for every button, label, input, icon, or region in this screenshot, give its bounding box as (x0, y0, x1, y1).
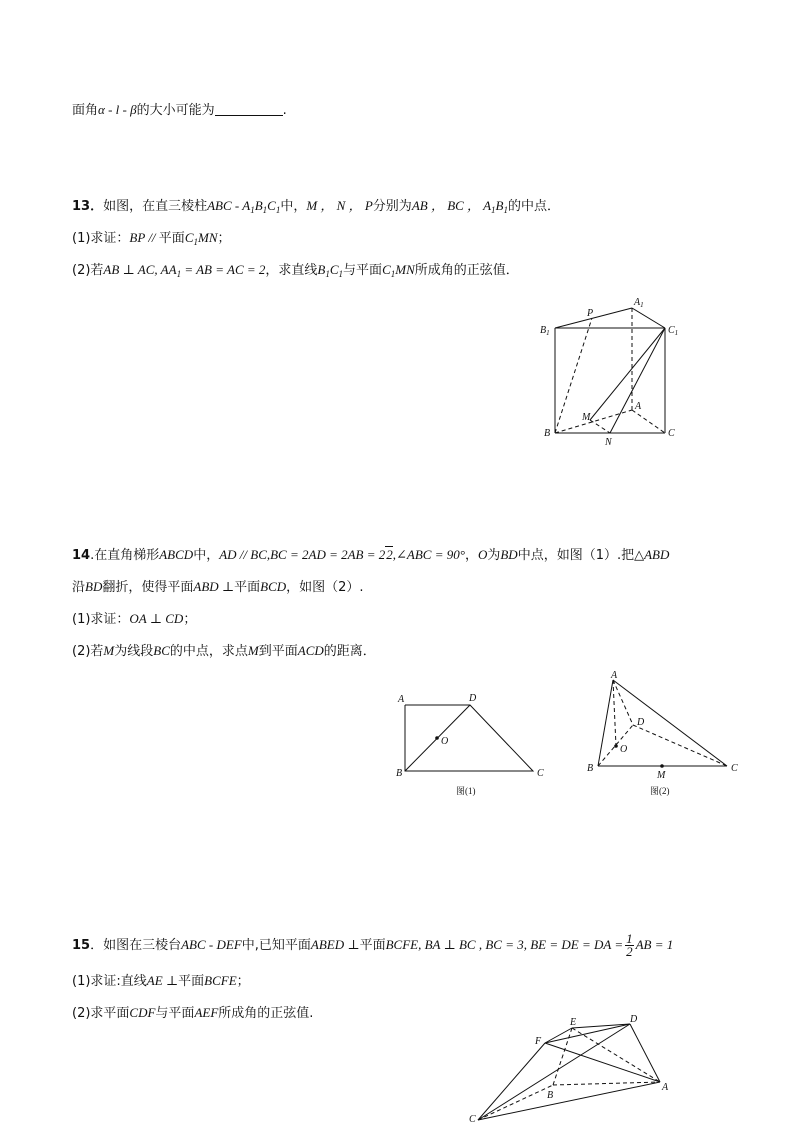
label-d: D (630, 1014, 638, 1025)
frac-den: 2 (626, 944, 633, 959)
math-dihedral: α - l - β (98, 102, 137, 117)
q13-part2 (72, 261, 519, 283)
caption-fig2: 图(2) (650, 786, 670, 796)
math: AB = 1 (635, 937, 674, 952)
text: ，如图（2）. (286, 580, 364, 595)
text: 平面 (178, 974, 205, 989)
math: ABC - A (207, 198, 251, 213)
math: BC (153, 643, 170, 658)
label-b: B (547, 1090, 554, 1101)
prism-figure (530, 295, 690, 450)
q14-stem-2 (72, 578, 364, 597)
edge-ac (613, 680, 727, 766)
point-o (614, 744, 618, 748)
label-m: M (657, 770, 666, 781)
label-c: C (731, 763, 738, 774)
segment-mn (590, 420, 610, 433)
label-a: A (611, 670, 618, 681)
label-b: B (587, 763, 594, 774)
label-n: N (605, 437, 612, 448)
text: 与平面 (343, 263, 383, 278)
text: 所成角的正弦值. (218, 1006, 314, 1021)
text: 中， (193, 548, 220, 563)
label-a1: $A_1$ (634, 297, 644, 309)
label-c: C (537, 768, 544, 779)
text: 平面 (234, 580, 261, 595)
tetrahedron-figure-2 (582, 668, 742, 800)
answer-blank (215, 103, 283, 116)
math: B (317, 262, 326, 277)
math-sub: 1 (325, 269, 330, 279)
math-sub: 1 (176, 269, 182, 279)
math: C (184, 230, 194, 245)
math: OA ⊥ CD (129, 611, 184, 626)
edge-c1n (610, 328, 665, 433)
text: 所成角的正弦值． (414, 263, 519, 278)
q14-stem-1 (72, 546, 669, 565)
edge-ac-hidden (632, 410, 665, 433)
label-b: B (544, 428, 551, 439)
math: AD // BC,BC = 2AD = 2AB = 2 (219, 547, 386, 562)
math: ABD (644, 547, 670, 562)
text: ； (217, 231, 231, 246)
math: ABD ⊥ (193, 579, 235, 594)
q15-part1 (72, 972, 250, 991)
text: 平面 (158, 231, 185, 246)
math: MN (395, 262, 415, 277)
question-number: 15 (72, 938, 91, 953)
math: BCD (260, 579, 287, 594)
math: , BA ⊥ BC , BC = 3, BE = DE = DA = (418, 937, 624, 952)
trapezoid-figure-1 (390, 690, 550, 800)
math: ABED ⊥ (310, 937, 360, 952)
label-b: B (396, 768, 403, 779)
math: C (267, 198, 276, 213)
label-m: M (582, 412, 591, 423)
text: 如图，在直三棱柱 (103, 199, 208, 214)
math-sub: 1 (275, 205, 281, 215)
q12-tail-line (72, 101, 287, 120)
q13-part1 (72, 229, 231, 251)
math-sub: 1 (338, 269, 344, 279)
label-f: F (535, 1036, 542, 1047)
text: ，求直线 (265, 263, 318, 278)
q14-part1 (72, 610, 196, 629)
label-a: A (662, 1082, 669, 1093)
math: BP // (129, 230, 159, 245)
q15-part2 (72, 1004, 313, 1023)
math: ABCD (159, 547, 194, 562)
text: (2)若 (72, 263, 104, 278)
label-c1: $C_1$ (668, 325, 679, 337)
label-c: C (469, 1114, 476, 1123)
math: M (103, 643, 115, 658)
frustum-figure (460, 1010, 680, 1123)
text: (1)求证： (72, 612, 130, 627)
text: 为线段 (114, 644, 154, 659)
edge-cb-hidden (478, 1085, 553, 1120)
q15-stem (72, 933, 673, 958)
point-m (660, 764, 664, 768)
text: 分别为 (372, 199, 412, 214)
math: = AB = AC = 2 (181, 262, 266, 277)
fraction-half (625, 933, 634, 958)
text: (1)求证:直线 (72, 974, 147, 989)
label-o: O (441, 736, 449, 747)
text: 面角 (72, 103, 99, 118)
math-sqrt: 2 (386, 547, 393, 562)
math: BCFE (385, 937, 419, 952)
edge-ba-hidden (553, 1082, 660, 1085)
text: . (282, 103, 287, 118)
math: AE ⊥ (146, 973, 179, 988)
text: .在直角梯形 (90, 548, 160, 563)
text: 的中点，求点 (169, 644, 248, 659)
text: 的大小可能为 (136, 103, 215, 118)
math: O (477, 547, 488, 562)
text: 沿 (72, 580, 86, 595)
math: C (329, 262, 339, 277)
text: 中,已知平面 (241, 938, 311, 953)
math: BCFE (204, 973, 237, 988)
text: 到平面 (258, 644, 298, 659)
text: (2)若 (72, 644, 104, 659)
edge-ab (598, 680, 613, 766)
text: ， (464, 548, 478, 563)
label-p: P (587, 308, 594, 319)
label-a: A (635, 401, 642, 412)
text: (2)求平面 (72, 1006, 130, 1021)
math: C (382, 262, 391, 277)
text: ．如图在三棱台 (90, 938, 182, 953)
math: AB ， BC ， A (411, 198, 492, 213)
question-number: 14 (72, 548, 91, 563)
math-sub: 1 (491, 205, 496, 215)
text: 的中点． (507, 199, 560, 214)
edge-ca (478, 1082, 660, 1120)
frac-num: 1 (626, 931, 633, 946)
text: ； (236, 974, 250, 989)
math: AB ⊥ AC, AA (103, 262, 177, 277)
caption-fig1: 图(1) (456, 786, 476, 796)
math-sub: 1 (250, 205, 255, 215)
math: BD (500, 547, 518, 562)
label-d: D (469, 693, 477, 704)
segment-ao-hidden (613, 680, 616, 746)
label-a: A (398, 694, 405, 705)
text: (1)求证： (72, 231, 130, 246)
math: MN (197, 230, 218, 245)
trapezoid-outline (405, 705, 533, 771)
text: ； (183, 612, 197, 627)
segment-ea-hidden (572, 1028, 660, 1082)
math-sub: 1 (503, 205, 508, 215)
text: 的距离． (323, 644, 376, 659)
q13-stem (72, 197, 560, 219)
edge-fe (545, 1028, 572, 1043)
edge-c1m (590, 328, 665, 420)
label-e: E (570, 1017, 577, 1028)
text: 翻折，使得平面 (102, 580, 194, 595)
math: M ， N ， P (306, 198, 373, 213)
math: BD (85, 579, 103, 594)
edge-b1a1 (555, 308, 632, 328)
q14-part2 (72, 642, 376, 661)
math: M (247, 643, 259, 658)
math: AEF (194, 1005, 219, 1020)
math-sub: 1 (262, 205, 268, 215)
label-c: C (668, 428, 675, 439)
text: 中， (280, 199, 307, 214)
math: B (254, 198, 263, 213)
edge-a1c1 (632, 308, 665, 328)
text: 与平面 (155, 1006, 195, 1021)
math-sub: 1 (193, 237, 198, 247)
math: ABC - DEF (181, 937, 242, 952)
question-number: 13． (72, 199, 104, 214)
math-sub: 1 (390, 269, 396, 279)
text: 为 (487, 548, 501, 563)
text: 中点，如图（1）.把△ (517, 548, 645, 563)
label-b1: $B_1$ (540, 325, 550, 337)
math: ACD (297, 643, 324, 658)
text: 平面 (359, 938, 386, 953)
math: ,∠ABC = 90° (392, 547, 465, 562)
math: CDF (129, 1005, 156, 1020)
point-o (435, 736, 439, 740)
label-o: O (620, 744, 628, 755)
label-d: D (637, 717, 645, 728)
edge-ad-hidden (613, 680, 633, 725)
math: B (495, 198, 504, 213)
